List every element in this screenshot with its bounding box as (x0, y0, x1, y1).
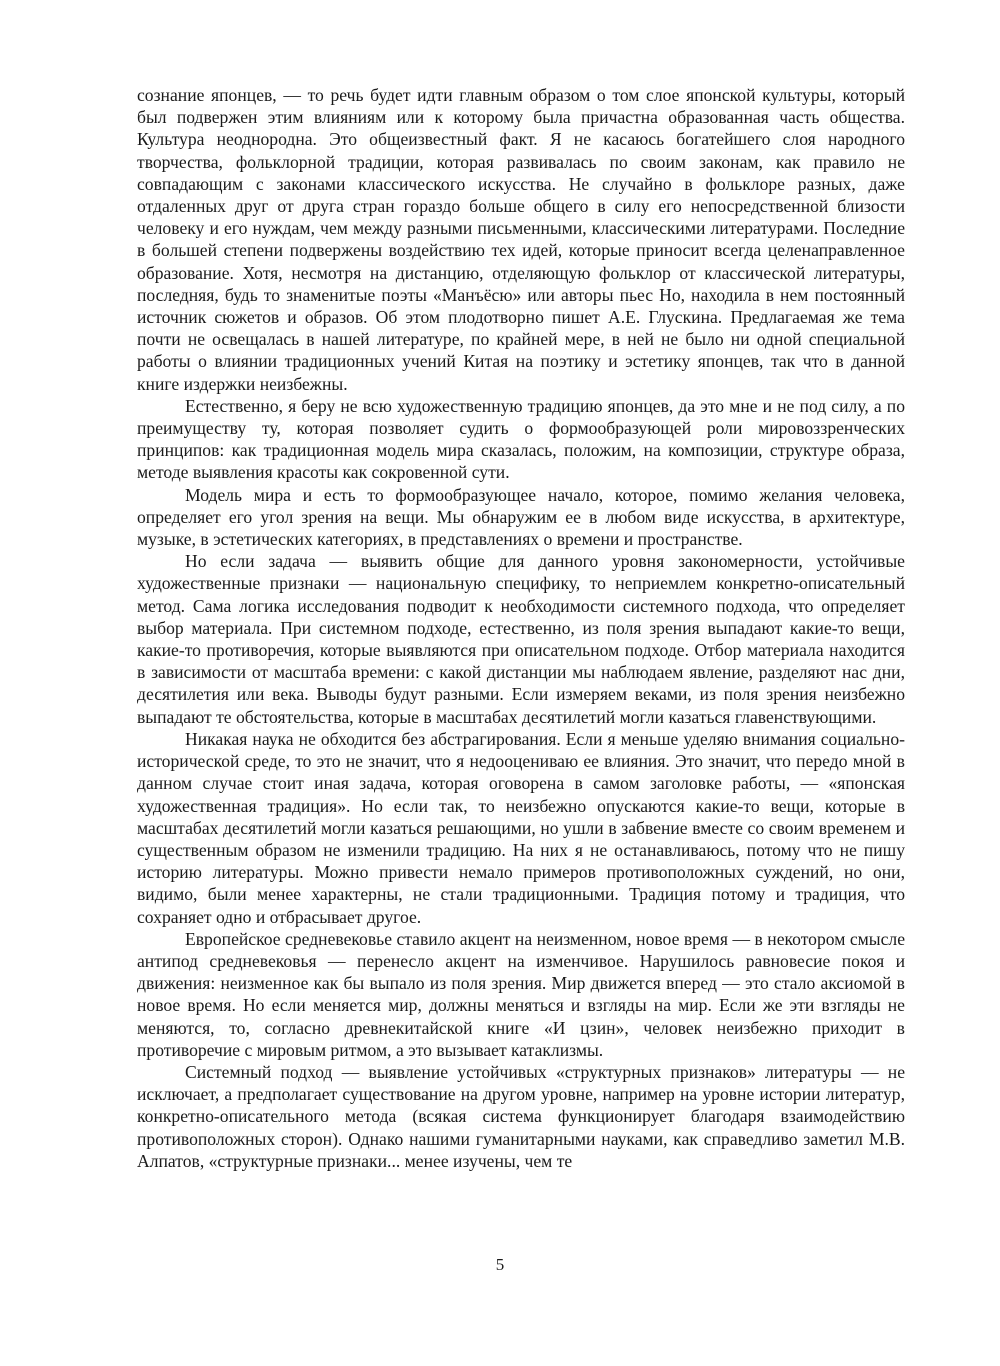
paragraph-1: сознание японцев, — то речь будет идти главным образом о том слое японской культуры, который был подвержен этим влияниям или к которому была причастна образованная часть общества. Культура неоднородна. Это общеизвестный факт. Я не касаюсь богатейшего слоя народного творчества, фольклорной традиции, которая развивалась по своим законам, как правило не совпадающим с законами классического искусства. Не случайно в фольклоре разных, даже отдаленных друг от друга стран гораздо больше общего в силу его непосредственной близости человеку и его нуждам, чем между разными письменными, классическими литературами. Последние в большей степени подвержены воздействию тех идей, которые приносит всегда целенаправленное образование. Хотя, несмотря на дистанцию, отделяющую фольклор от классической литературы, последняя, будь то знаменитые поэты «Манъёсю» или авторы пьес Но, находила в нем постоянный источник сюжетов и образов. Об этом плодотворно пишет А.Е. Глускина. Предлагаемая же тема почти не освещалась в нашей литературе, по крайней мере, в ней не было ни одной специальной работы о влиянии традиционных учений Китая на поэтику и эстетику японцев, так что в данной книге издержки неизбежны. (137, 85, 905, 394)
paragraph-4: Но если задача — выявить общие для данного уровня закономерности, устойчивые художественные признаки — национальную специфику, то неприемлем конкретно-описательный метод. Сама логика исследования подводит к необходимости системного подхода, что определяет выбор материала. При системном подходе, естественно, из поля зрения выпадают какие-то вещи, какие-то противоречия, которые выявляются при описательном подходе. Отбор материала находится в зависимости от масштаба времени: с какой дистанции мы наблюдаем явление, разделяют нас дни, десятилетия или века. Выводы будут разными. Если измеряем веками, из поля зрения неизбежно выпадают те обстоятельства, которые в масштабах десятилетий могли казаться главенствующими. (137, 551, 905, 727)
paragraph-3: Модель мира и есть то формообразующее начало, которое, помимо желания человека, определяет его угол зрения на вещи. Мы обнаружим ее в любом виде искусства, в архитектуре, музыке, в эстетических категориях, в представлениях о времени и пространстве. (137, 484, 905, 550)
paragraph-6: Европейское средневековье ставило акцент на неизменном, новое время — в некотором смысле антипод средневековья — перенесло акцент на изменчивое. Нарушилось равновесие покоя и движения: неизменное как бы выпало из поля зрения. Мир движется вперед — это стало аксиомой в новое время. Но если меняется мир, должны меняться и взгляды на мир. Если же эти взгляды не меняются, то, согласно древнекитайской книге «И цзин», человек неизбежно приходит в противоречие с мировым ритмом, а это вызывает катаклизмы. (137, 928, 905, 1060)
page-number: 5 (495, 1255, 505, 1274)
paragraph-5: Никакая наука не обходится без абстрагирования. Если я меньше уделяю внимания социально-исторической среде, то это не значит, что я недооцениваю ее влияния. Это значит, что передо мной в данном случае стоит иная задача, которая оговорена в самом заголовке работы, — «японская художественная традиция». Но если так, то неизбежно опускаются какие-то вещи, которые в масштабах десятилетий могли казаться решающими, но ушли в забвение вместе со своим временем и существенным образом не изменили традицию. На них я не останавливаюсь, потому что не пишу историю литературы. Можно привести немало примеров противоположных суждений, но они, видимо, были менее характерны, не стали традиционными. Традиция потому и традиция, что сохраняет одно и отбрасывает другое. (137, 728, 905, 927)
paragraph-7: Системный подход — выявление устойчивых «структурных признаков» литературы — не исключает, а предполагает существование на другом уровне, например на уровне истории литератур, конкретно-описательного метода (всякая система функционирует благодаря взаимодействию противоположных сторон). Однако нашими гуманитарными науками, как справедливо заметил М.В. Алпатов, «структурные признаки... менее изучены, чем те (137, 1061, 905, 1171)
body-text (137, 84, 905, 1172)
paragraph-2: Естественно, я беру не всю художественную традицию японцев, да это мне и не под силу, а по преимуществу ту, которая позволяет судить о формообразующей роли мировоззренческих принципов: как традиционная модель мира сказалась, положим, на композиции, структуре образа, методе выявления красоты как сокровенной сути. (137, 395, 905, 483)
